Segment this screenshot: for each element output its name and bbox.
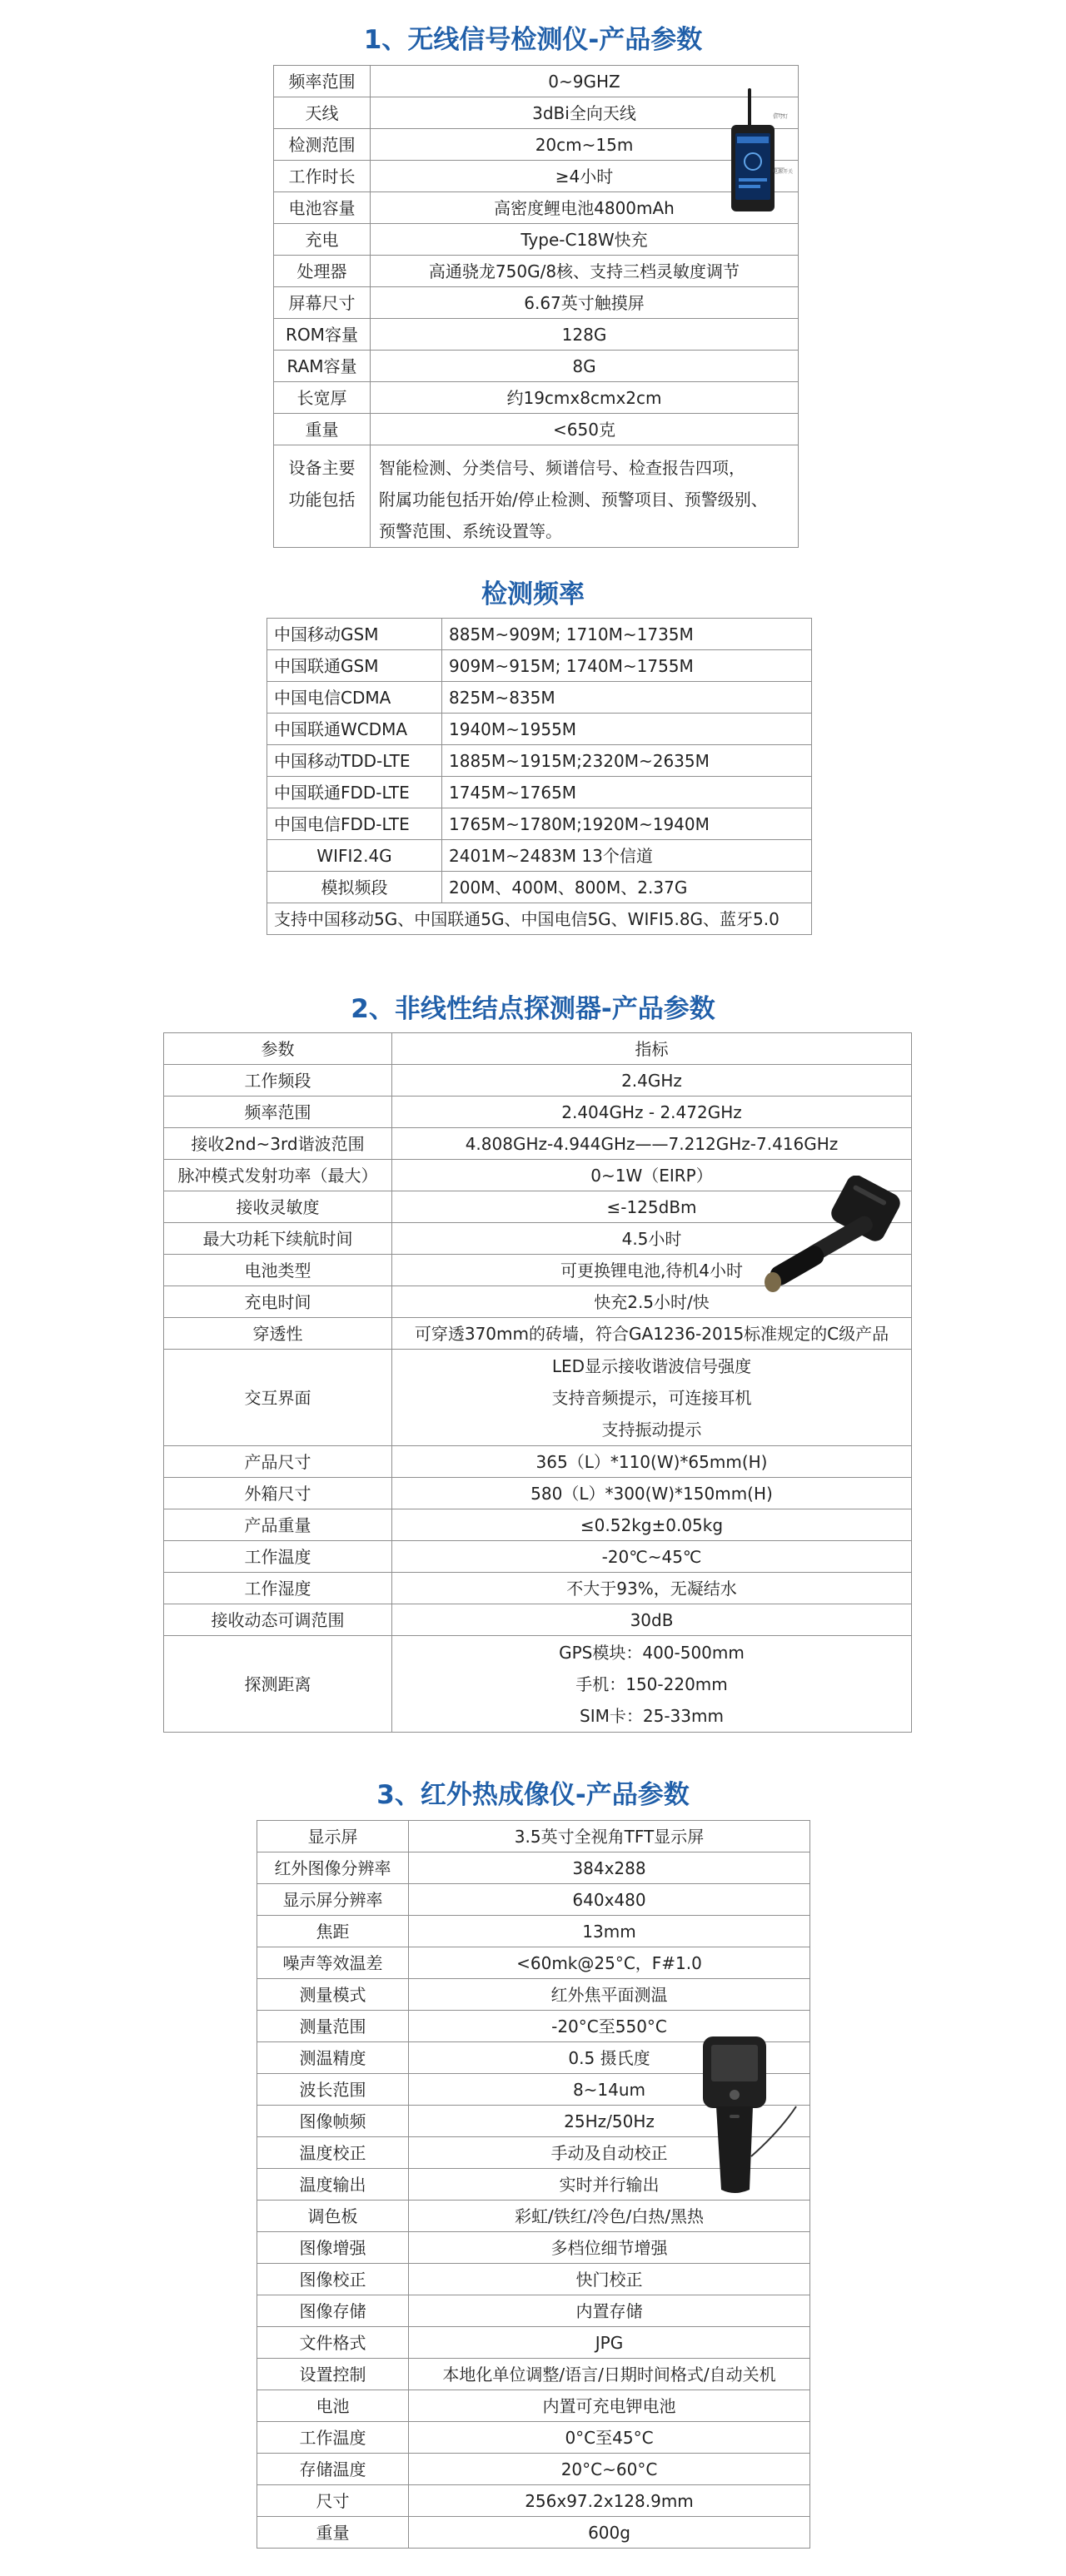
text-line: SIM卡：25-33mm: [580, 1705, 724, 1726]
param-value-cell: 909M~915M; 1740M~1755M: [442, 650, 812, 682]
table-row: [257, 2422, 810, 2454]
param-name-cell: 尺寸: [257, 2485, 409, 2517]
thermal-camera-device-image: [696, 2031, 804, 2198]
table-row: [274, 256, 799, 287]
table-row: [267, 682, 812, 714]
table-row: [267, 714, 812, 745]
param-name-cell: 接收灵敏度: [164, 1191, 392, 1223]
text-line: 功能包括: [288, 490, 356, 510]
param-name-cell: 电池: [257, 2390, 409, 2422]
table-row: [267, 745, 812, 777]
param-name-cell: 产品尺寸: [164, 1446, 392, 1478]
table-row: [274, 414, 799, 445]
param-value-cell: <60mk@25°C，F#1.0: [409, 1947, 810, 1979]
param-name-cell: 中国联通GSM: [267, 650, 442, 682]
param-value-cell: 多档位细节增强: [409, 2232, 810, 2264]
param-value-cell: 高密度鲤电池4800mAh: [371, 192, 799, 224]
param-name-cell: 图像帧频: [257, 2106, 409, 2137]
param-name-cell: 中国移动GSM: [267, 619, 442, 650]
param-value-cell: 600g: [409, 2517, 810, 2549]
table-row: [274, 382, 799, 414]
table-row: [164, 1033, 912, 1065]
param-value-cell: 128G: [371, 319, 799, 351]
param-value-cell: 可更换锂电池,待机4小时: [392, 1255, 912, 1286]
param-value-cell: 885M~909M; 1710M~1735M: [442, 619, 812, 650]
param-value-cell: 约19cmx8cmx2cm: [371, 382, 799, 414]
param-name-cell: 外箱尺寸: [164, 1478, 392, 1509]
table-row: [267, 808, 812, 840]
param-value-cell: 4.808GHz-4.944GHz——7.212GHz-7.416GHz: [392, 1128, 912, 1160]
param-value-cell: 内置存储: [409, 2295, 810, 2327]
param-name-cell: 设置控制: [257, 2359, 409, 2390]
param-value-cell: 30dB: [392, 1604, 912, 1636]
param-name-cell: 中国联通WCDMA: [267, 714, 442, 745]
param-name-cell: 检测范围: [274, 129, 371, 161]
param-value-cell: Type-C18W快充: [371, 224, 799, 256]
param-name-cell: 噪声等效温差: [257, 1947, 409, 1979]
param-value-cell: 13mm: [409, 1916, 810, 1947]
features-key-cell: [274, 445, 371, 548]
table-row: [257, 1979, 810, 2011]
table-row: [257, 1884, 810, 1916]
param-name-cell: 重量: [274, 414, 371, 445]
param-name-cell: 图像存储: [257, 2295, 409, 2327]
table-row: [164, 1446, 912, 1478]
table-row: [164, 1128, 912, 1160]
table-row: [257, 1852, 810, 1884]
param-value-cell: 825M~835M: [442, 682, 812, 714]
text-line: 智能检测、分类信号、频谱信号、检查报告四项，: [379, 458, 745, 478]
table-row: [274, 224, 799, 256]
param-name-cell: 最大功耗下续航时间: [164, 1223, 392, 1255]
table-row: [257, 2327, 810, 2359]
text-line: 设备主要: [288, 458, 356, 478]
param-name-cell: 工作温度: [257, 2422, 409, 2454]
range-key-cell: 探测距离: [164, 1636, 392, 1733]
param-value-cell: 0°C至45°C: [409, 2422, 810, 2454]
table-row: [257, 2359, 810, 2390]
table-row: [267, 650, 812, 682]
param-value-cell: 1745M~1765M: [442, 777, 812, 808]
ui-key-cell: 交互界面: [164, 1350, 392, 1446]
param-name-cell: 显示屏: [257, 1821, 409, 1852]
param-value-cell: 200M、400M、800M、2.37G: [442, 872, 812, 903]
table-row: [164, 1478, 912, 1509]
table-row: [274, 351, 799, 382]
param-name-cell: 参数: [164, 1033, 392, 1065]
param-name-cell: 处理器: [274, 256, 371, 287]
param-value-cell: 2401M~2483M 13个信道: [442, 840, 812, 872]
param-value-cell: ≤-125dBm: [392, 1191, 912, 1223]
param-name-cell: 波长范围: [257, 2074, 409, 2106]
param-name-cell: 温度输出: [257, 2169, 409, 2201]
nonlinear-detector-device-image: [753, 1176, 903, 1300]
param-name-cell: RAM容量: [274, 351, 371, 382]
param-value-cell: 0~9GHZ: [371, 66, 799, 97]
table-row: [267, 840, 812, 872]
param-value-cell: 256x97.2x128.9mm: [409, 2485, 810, 2517]
param-value-cell: 365（L）*110(W)*65mm(H): [392, 1446, 912, 1478]
param-value-cell: 20cm~15m: [371, 129, 799, 161]
table-row: [274, 319, 799, 351]
param-name-cell: 频率范围: [274, 66, 371, 97]
freq-table: [266, 618, 812, 935]
section1-title: 1、无线信号检测仪-产品参数: [363, 25, 703, 55]
table-row: [257, 2201, 810, 2232]
table-row: [257, 1916, 810, 1947]
param-value-cell: 0~1W（EIRP）: [392, 1160, 912, 1191]
power-switch-label: 电源开关: [773, 169, 794, 175]
param-name-cell: 屏幕尺寸: [274, 287, 371, 319]
text-line: 手机：150-220mm: [575, 1673, 728, 1694]
table-row: [257, 2264, 810, 2295]
param-name-cell: ROM容量: [274, 319, 371, 351]
table-row: [164, 1636, 912, 1733]
table-row: [267, 872, 812, 903]
param-value-cell: 快充2.5小时/快: [392, 1286, 912, 1318]
param-value-cell: 本地化单位调整/语言/日期时间格式/自动关机: [409, 2359, 810, 2390]
table-row: [257, 2454, 810, 2485]
table-row: [257, 2485, 810, 2517]
param-name-cell: 重量: [257, 2517, 409, 2549]
param-name-cell: 中国电信CDMA: [267, 682, 442, 714]
param-name-cell: 温度校正: [257, 2137, 409, 2169]
freq-title: 检测频率: [481, 579, 585, 609]
param-name-cell: 穿透性: [164, 1318, 392, 1350]
param-value-cell: 8~14um: [409, 2074, 810, 2106]
table-row: [164, 1509, 912, 1541]
param-value-cell: 不大于93%，无凝结水: [392, 1573, 912, 1604]
ui-value-cell: [392, 1350, 912, 1446]
param-value-cell: 640x480: [409, 1884, 810, 1916]
text-line: 附属功能包括开始/停止检测、预警项目、预警级别、: [379, 490, 768, 510]
section2-title: 2、非线性结点探测器-产品参数: [351, 994, 715, 1024]
param-name-cell: 存储温度: [257, 2454, 409, 2485]
param-value-cell: 8G: [371, 351, 799, 382]
param-name-cell: 工作温度: [164, 1541, 392, 1573]
param-value-cell: 6.67英寸触摸屏: [371, 287, 799, 319]
features-value-cell: [371, 445, 799, 548]
table-row: [257, 2232, 810, 2264]
table-row: [164, 1573, 912, 1604]
text-line: 预警范围、系统设置等。: [379, 521, 562, 541]
section2-spec-table: [163, 1032, 912, 1733]
param-value-cell: 1885M~1915M;2320M~2635M: [442, 745, 812, 777]
param-value-cell: 内置可充电钾电池: [409, 2390, 810, 2422]
param-name-cell: 电池类型: [164, 1255, 392, 1286]
param-name-cell: 产品重量: [164, 1509, 392, 1541]
param-name-cell: 天线: [274, 97, 371, 129]
table-row: [257, 2517, 810, 2549]
table-row: [164, 1097, 912, 1128]
param-value-cell: 20°C~60°C: [409, 2454, 810, 2485]
param-value-cell: 实时并行输出: [409, 2169, 810, 2201]
freq-footer-cell: 支持中国移动5G、中国联通5G、中国电信5G、WIFI5.8G、蓝牙5.0: [267, 903, 812, 935]
param-value-cell: 彩虹/铁红/冷色/白热/黑热: [409, 2201, 810, 2232]
param-name-cell: 显示屏分辨率: [257, 1884, 409, 1916]
param-name-cell: 充电时间: [164, 1286, 392, 1318]
table-row: [274, 287, 799, 319]
param-name-cell: 红外图像分辨率: [257, 1852, 409, 1884]
param-name-cell: 中国电信FDD-LTE: [267, 808, 442, 840]
param-name-cell: 图像增强: [257, 2232, 409, 2264]
param-name-cell: 工作时长: [274, 161, 371, 192]
param-value-cell: 高通骁龙750G/8核、支持三档灵敏度调节: [371, 256, 799, 287]
table-row: [164, 1541, 912, 1573]
param-value-cell: -20°C至550°C: [409, 2011, 810, 2042]
section3-title: 3、红外热成像仪-产品参数: [376, 1780, 690, 1810]
table-row: [267, 619, 812, 650]
param-value-cell: 25Hz/50Hz: [409, 2106, 810, 2137]
param-value-cell: 快门校正: [409, 2264, 810, 2295]
table-row: [257, 2390, 810, 2422]
param-value-cell: ≤0.52kg±0.05kg: [392, 1509, 912, 1541]
param-value-cell: 1940M~1955M: [442, 714, 812, 745]
param-value-cell: 3dBi全向天线: [371, 97, 799, 129]
table-row: [164, 1318, 912, 1350]
wireless-detector-device-image: [706, 85, 796, 216]
param-name-cell: 调色板: [257, 2201, 409, 2232]
table-row: [164, 1350, 912, 1446]
param-value-cell: ≥4小时: [371, 161, 799, 192]
param-value-cell: 3.5英寸全视角TFT显示屏: [409, 1821, 810, 1852]
param-value-cell: -20℃~45℃: [392, 1541, 912, 1573]
table-row: [257, 2295, 810, 2327]
param-name-cell: 电池容量: [274, 192, 371, 224]
param-name-cell: 脉冲模式发射功率（最大）: [164, 1160, 392, 1191]
table-row: [164, 1604, 912, 1636]
param-name-cell: 充电: [274, 224, 371, 256]
table-row: [267, 903, 812, 935]
param-name-cell: WIFI2.4G: [267, 840, 442, 872]
param-name-cell: 图像校正: [257, 2264, 409, 2295]
signal-light-label: 信号灯: [773, 114, 789, 120]
param-name-cell: 工作频段: [164, 1065, 392, 1097]
range-value-cell: [392, 1636, 912, 1733]
text-line: LED显示接收谐波信号强度: [551, 1355, 752, 1376]
text-line: 支持音频提示，可连接耳机: [551, 1387, 752, 1408]
param-name-cell: 频率范围: [164, 1097, 392, 1128]
table-row: [257, 1947, 810, 1979]
param-value-cell: 580（L）*300(W)*150mm(H): [392, 1478, 912, 1509]
table-row: [267, 777, 812, 808]
param-name-cell: 测温精度: [257, 2042, 409, 2074]
param-name-cell: 长宽厚: [274, 382, 371, 414]
param-value-cell: 384x288: [409, 1852, 810, 1884]
param-name-cell: 焦距: [257, 1916, 409, 1947]
param-name-cell: 文件格式: [257, 2327, 409, 2359]
param-name-cell: 接收2nd~3rd谐波范围: [164, 1128, 392, 1160]
param-value-cell: <650克: [371, 414, 799, 445]
table-row: [274, 445, 799, 548]
param-name-cell: 中国移动TDD-LTE: [267, 745, 442, 777]
param-value-cell: JPG: [409, 2327, 810, 2359]
table-row: [257, 1821, 810, 1852]
param-value-cell: 可穿透370mm的砖墙，符合GA1236-2015标准规定的C级产品: [392, 1318, 912, 1350]
param-value-cell: 指标: [392, 1033, 912, 1065]
param-name-cell: 工作湿度: [164, 1573, 392, 1604]
param-name-cell: 模拟频段: [267, 872, 442, 903]
param-value-cell: 红外焦平面测温: [409, 1979, 810, 2011]
param-value-cell: 手动及自动校正: [409, 2137, 810, 2169]
param-value-cell: 0.5 摄氏度: [409, 2042, 810, 2074]
param-value-cell: 4.5小时: [392, 1223, 912, 1255]
table-row: [164, 1065, 912, 1097]
param-value-cell: 1765M~1780M;1920M~1940M: [442, 808, 812, 840]
text-line: GPS模块：400-500mm: [559, 1642, 745, 1663]
param-name-cell: 接收动态可调范围: [164, 1604, 392, 1636]
param-name-cell: 中国联通FDD-LTE: [267, 777, 442, 808]
param-name-cell: 测量模式: [257, 1979, 409, 2011]
param-value-cell: 2.404GHz - 2.472GHz: [392, 1097, 912, 1128]
param-value-cell: 2.4GHz: [392, 1065, 912, 1097]
text-line: 支持振动提示: [601, 1419, 702, 1440]
param-name-cell: 测量范围: [257, 2011, 409, 2042]
